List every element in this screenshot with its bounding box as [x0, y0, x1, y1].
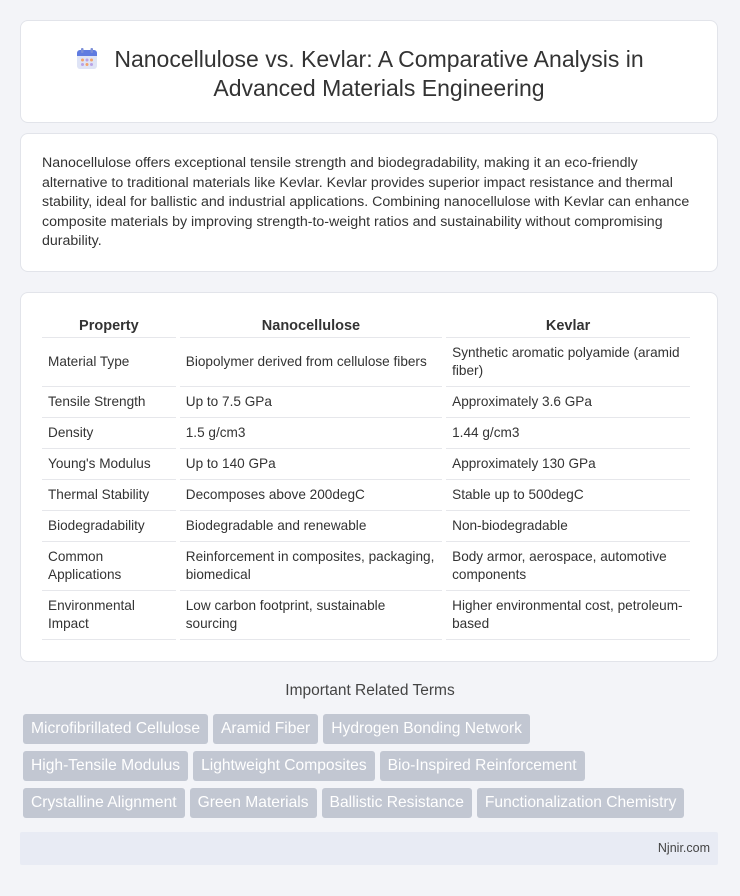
- table-cell: Body armor, aerospace, automotive components: [446, 542, 690, 591]
- table-cell: Low carbon footprint, sustainable sourcing: [180, 591, 442, 640]
- title-line-1: Nanocellulose vs. Kevlar: A Comparative Analysis in: [114, 46, 644, 72]
- summary-card: [20, 133, 718, 272]
- table-cell: Decomposes above 200degC: [180, 480, 442, 511]
- tag-microfibrillated-cellulose[interactable]: Microfibrillated Cellulose: [23, 714, 208, 744]
- table-cell: Biopolymer derived from cellulose fibers: [180, 338, 442, 387]
- related-terms-tags: [23, 714, 723, 825]
- table-cell: Up to 140 GPa: [180, 449, 442, 480]
- table-cell: Reinforcement in composites, packaging, biomedical: [180, 542, 442, 591]
- table-cell: Density: [42, 418, 176, 449]
- footer-site-link[interactable]: Njnir.com: [657, 841, 710, 855]
- tag-functionalization-chemistry[interactable]: Functionalization Chemistry: [477, 788, 685, 818]
- table-row: [42, 542, 690, 591]
- table-row: [42, 387, 690, 418]
- header-nanocellulose: Nanocellulose: [180, 315, 442, 338]
- table-row: [42, 511, 690, 542]
- header-kevlar: Kevlar: [446, 315, 690, 338]
- table-header-row: [42, 315, 690, 338]
- table-cell: 1.5 g/cm3: [180, 418, 442, 449]
- table-cell: Biodegradability: [42, 511, 176, 542]
- table-cell: Young's Modulus: [42, 449, 176, 480]
- table-cell: Stable up to 500degC: [446, 480, 690, 511]
- table-row: [42, 418, 690, 449]
- table-cell: Approximately 130 GPa: [446, 449, 690, 480]
- table-cell: Material Type: [42, 338, 176, 387]
- tag-row: [23, 714, 723, 744]
- page-title: [21, 45, 717, 103]
- tag-bio-inspired-reinforcement[interactable]: Bio-Inspired Reinforcement: [380, 751, 585, 781]
- table-cell: Higher environmental cost, petroleum-based: [446, 591, 690, 640]
- table-row: [42, 480, 690, 511]
- table-cell: 1.44 g/cm3: [446, 418, 690, 449]
- table-cell: Tensile Strength: [42, 387, 176, 418]
- comparison-table: [38, 315, 694, 640]
- header-property: Property: [42, 315, 176, 338]
- tag-row: [23, 788, 723, 818]
- table-cell: Biodegradable and renewable: [180, 511, 442, 542]
- table-cell: Up to 7.5 GPa: [180, 387, 442, 418]
- summary-text: Nanocellulose offers exceptional tensile strength and biodegradability, making it an eco-friendly alternative to traditional materials like Kevlar. Kevlar provides superior impact resistance and thermal stability, ideal for ballistic and industrial applications. Combining nanocellulose with Kevlar can enhance composite materials by improving strength-to-weight ratios and sustainability without compromising durability.: [42, 155, 690, 250]
- tag-row: [23, 751, 723, 781]
- tag-lightweight-composites[interactable]: Lightweight Composites: [193, 751, 375, 781]
- title-line-2: Advanced Materials Engineering: [213, 75, 545, 101]
- tag-high-tensile-modulus[interactable]: High-Tensile Modulus: [23, 751, 188, 781]
- tag-crystalline-alignment[interactable]: Crystalline Alignment: [23, 788, 185, 818]
- table-cell: Thermal Stability: [42, 480, 176, 511]
- comparison-table-card: [20, 292, 718, 662]
- related-terms-heading: Important Related Terms: [285, 682, 455, 699]
- tag-ballistic-resistance[interactable]: Ballistic Resistance: [322, 788, 472, 818]
- footer: [20, 832, 718, 865]
- title-card: [20, 20, 718, 123]
- table-cell: Non-biodegradable: [446, 511, 690, 542]
- tag-green-materials[interactable]: Green Materials: [190, 788, 317, 818]
- table-cell: Environmental Impact: [42, 591, 176, 640]
- table-row: [42, 449, 690, 480]
- table-row: [42, 591, 690, 640]
- tag-aramid-fiber[interactable]: Aramid Fiber: [213, 714, 318, 744]
- table-cell: Approximately 3.6 GPa: [446, 387, 690, 418]
- table-cell: Synthetic aromatic polyamide (aramid fiber): [446, 338, 690, 387]
- tag-hydrogen-bonding-network[interactable]: Hydrogen Bonding Network: [323, 714, 530, 744]
- table-row: [42, 338, 690, 387]
- table-cell: Common Applications: [42, 542, 176, 591]
